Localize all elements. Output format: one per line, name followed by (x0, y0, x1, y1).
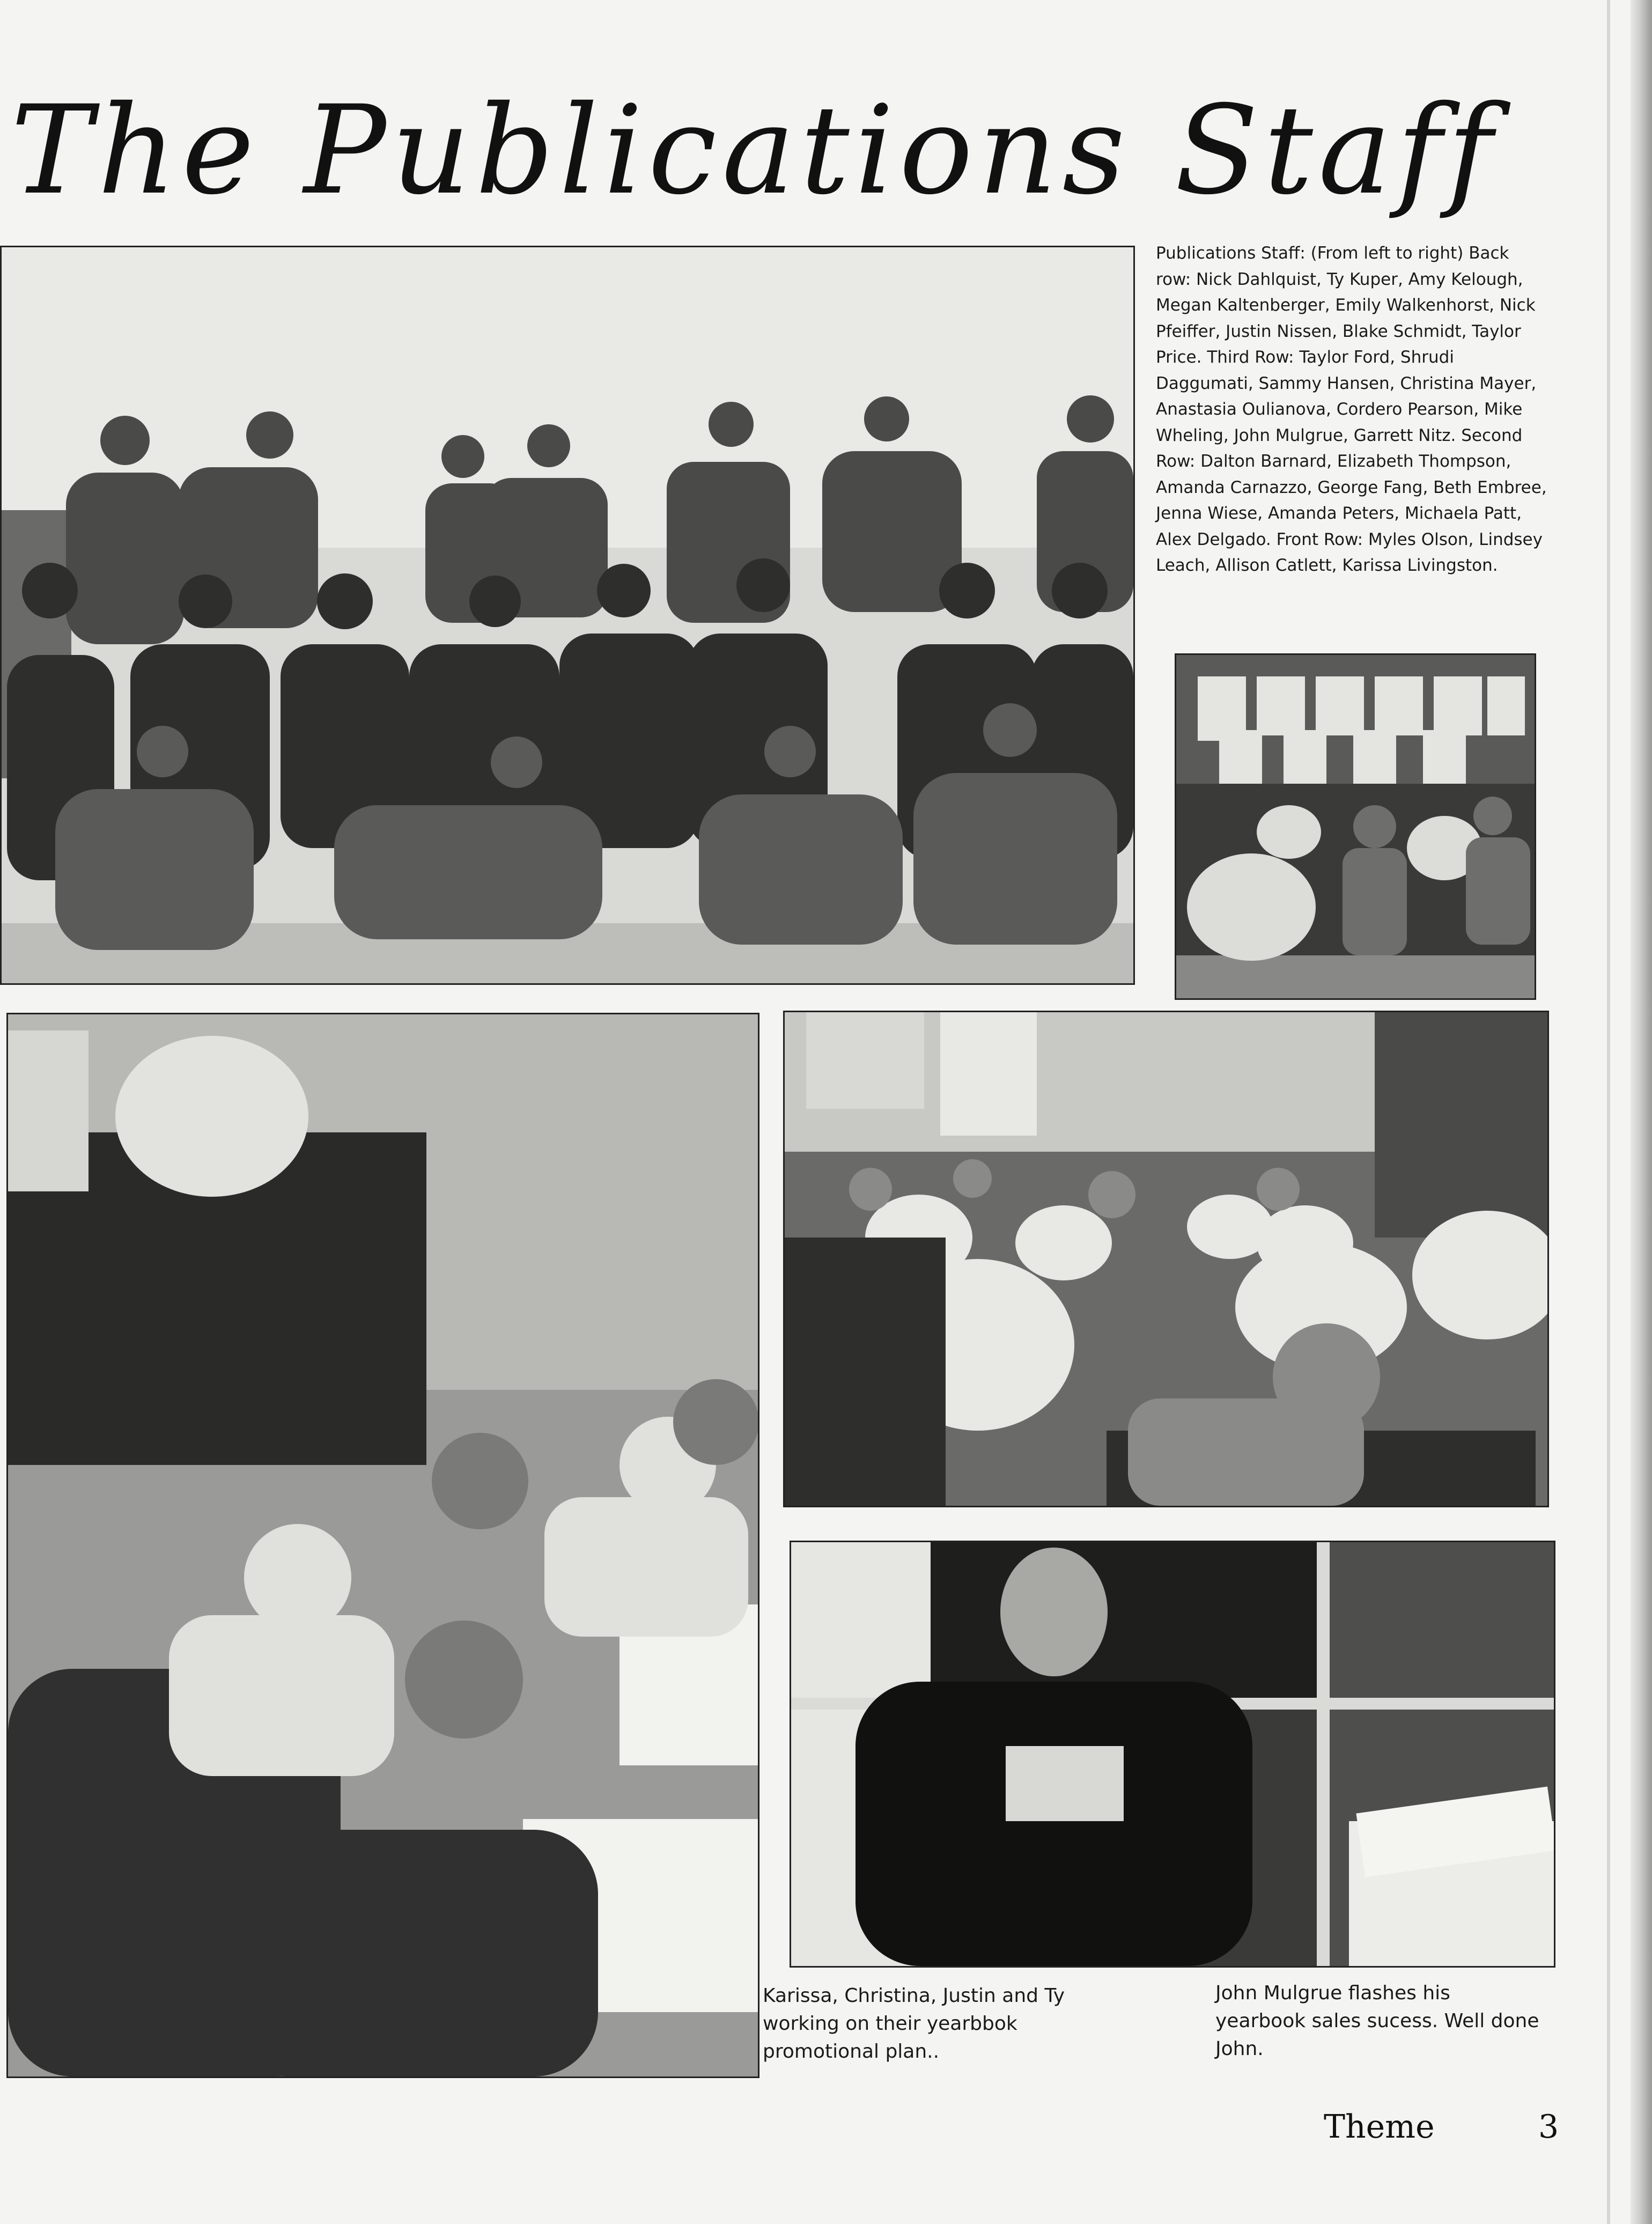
promo-working-photo (6, 1013, 759, 2078)
sales-caption: John Mulgrue flashes his yearbook sales sucess. Well done John. (1215, 1982, 1539, 2060)
classroom-photo-small (1175, 653, 1536, 1000)
computer-lab-photo (783, 1011, 1549, 1507)
page-fold-line (1607, 0, 1610, 2224)
page-edge (1631, 0, 1652, 2224)
staff-caption: Publications Staff: (From left to right) Back row: Nick Dahlquist, Ty Kuper, Amy Kelough, Megan Kaltenberger, Emily Walkenhorst, Nick Pfeiffer, Justin Nissen, Blake Schmidt, Taylor Price. Third Row: Taylor Ford, Shrudi Daggumati, Sammy Hansen, Christina Mayer, Anastasia Oulianova, Cordero Pearson, Mike Wheling, John Mulgrue, Garrett Nitz. Second Row: Dalton Barnard, Elizabeth Thompson, Amanda Carnazzo, George Fang, Beth Embree, Jenna Wiese, Amanda Peters, Michaela Patt, Alex Delgado. Front Row: Myles Olson, Lindsey Leach, Allison Catlett, Karissa Livingston. (1156, 244, 1547, 575)
page-number: 3 (1538, 2108, 1559, 2146)
yearbook-sales-photo (790, 1541, 1555, 1968)
promo-caption: Karissa, Christina, Justin and Ty working on their yearbbok promotional plan.. (763, 1985, 1065, 2063)
group-photo (0, 246, 1135, 985)
page-title: The Publications Staff (11, 79, 1498, 222)
footer-section-label: Theme (1324, 2108, 1435, 2146)
